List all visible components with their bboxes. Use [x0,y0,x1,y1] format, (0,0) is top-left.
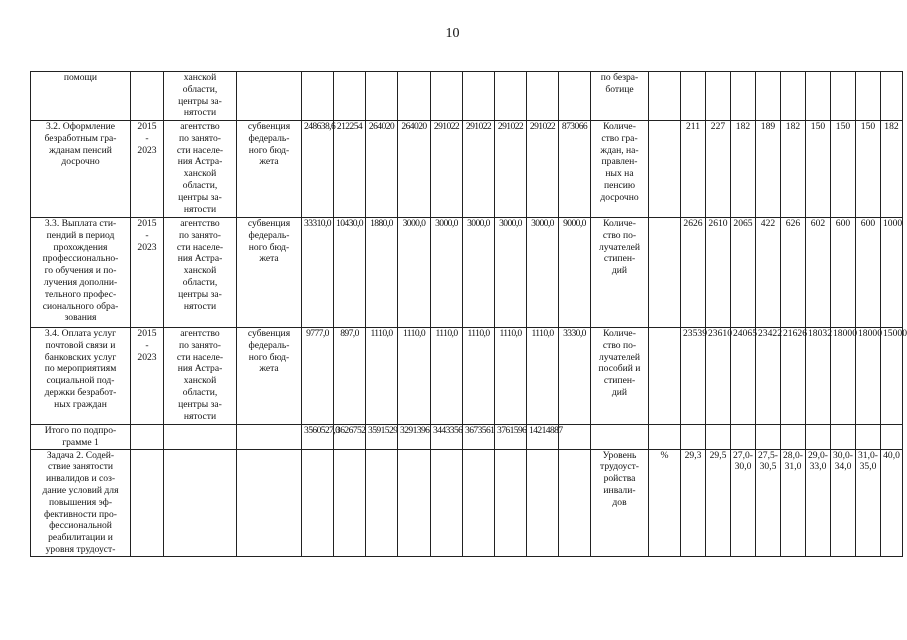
funding-value-cell: 3443356 [431,425,463,450]
target-value-cell [831,72,856,121]
table-row [31,449,903,556]
target-value-cell: 2065 [731,218,756,328]
indicator-cell [591,425,649,450]
funding-value-cell [527,72,559,121]
target-value-cell: 602 [806,218,831,328]
executor-cell: ханской области, центры за- нятости [164,72,237,121]
funding-value-cell: 3673561 [463,425,495,450]
funding-value-cell: 9777,0 [302,328,334,425]
funding-value-cell: 33310,0 [302,218,334,328]
measure-name-cell: Задача 2. Содей- ствие занятости инвалидов и соз- дание условий для повышения эф- фективности про- фессиональной реабилитации и уровня трудоуст- [31,449,131,556]
target-value-cell: 24065 [731,328,756,425]
target-value-cell [781,425,806,450]
funding-value-cell: 1110,0 [527,328,559,425]
funding-value-cell: 3000,0 [431,218,463,328]
funding-value-cell: 1110,0 [463,328,495,425]
target-value-cell: 189 [756,121,781,218]
funding-value-cell: 10430,0 [334,218,366,328]
funding-value-cell: 3000,0 [463,218,495,328]
target-value-cell: 23610 [706,328,731,425]
funding-value-cell [334,449,366,556]
funding-value-cell: 264020 [398,121,431,218]
funding-value-cell [398,72,431,121]
target-value-cell [731,72,756,121]
funding-value-cell: 3000,0 [495,218,527,328]
funding-source-cell [237,425,302,450]
target-value-cell: 2610 [706,218,731,328]
period-cell: 2015 - 2023 [131,328,164,425]
target-value-cell: 28,0- 31,0 [781,449,806,556]
target-value-cell: 211 [681,121,706,218]
target-value-cell: 600 [856,218,881,328]
target-value-cell: 182 [731,121,756,218]
target-value-cell: 27,5- 30,5 [756,449,781,556]
target-value-cell: 1000 [881,218,903,328]
table-row [31,218,903,328]
period-cell [131,72,164,121]
executor-cell [164,425,237,450]
indicator-cell: Количе- ство по- лучателей стипен- дий [591,218,649,328]
funding-value-cell: 14214887 [527,425,559,450]
target-value-cell: 600 [831,218,856,328]
funding-value-cell [463,449,495,556]
target-value-cell: 40,0 [881,449,903,556]
unit-cell [649,425,681,450]
funding-value-cell: 291022 [495,121,527,218]
funding-value-cell: 3591529 [366,425,398,450]
funding-value-cell: 1880,0 [366,218,398,328]
funding-value-cell: 248638,6 [302,121,334,218]
funding-value-cell [431,449,463,556]
measure-name-cell: 3.4. Оплата услуг почтовой связи и банковских услуг по мероприятиям социальной под- держки безработ- ных граждан [31,328,131,425]
target-value-cell: 15000 [881,328,903,425]
target-value-cell [731,425,756,450]
target-value-cell: 29,5 [706,449,731,556]
funding-value-cell [559,425,591,450]
funding-value-cell [527,449,559,556]
funding-value-cell: 3560527,0 [302,425,334,450]
target-value-cell: 227 [706,121,731,218]
target-value-cell [756,425,781,450]
measure-name-cell: Итого по подпро- грамме 1 [31,425,131,450]
unit-cell [649,328,681,425]
funding-value-cell: 897,0 [334,328,366,425]
target-value-cell: 182 [781,121,806,218]
funding-value-cell [302,72,334,121]
funding-source-cell: субвенция федераль- ного бюд- жета [237,218,302,328]
program-table [30,71,907,557]
funding-value-cell: 291022 [431,121,463,218]
measure-name-cell: помощи [31,72,131,121]
funding-value-cell: 873066 [559,121,591,218]
unit-cell [649,218,681,328]
funding-source-cell [237,72,302,121]
target-value-cell [706,72,731,121]
target-value-cell: 18000 [831,328,856,425]
target-value-cell: 31,0- 35,0 [856,449,881,556]
funding-value-cell [495,449,527,556]
funding-value-cell [334,72,366,121]
period-cell [131,449,164,556]
unit-cell: % [649,449,681,556]
page-number: 10 [445,26,460,41]
target-value-cell: 29,3 [681,449,706,556]
executor-cell: агентство по занято- сти населе- ния Астра- ханской области, центры за- нятости [164,218,237,328]
funding-value-cell: 3291396 [398,425,431,450]
unit-cell [649,72,681,121]
funding-value-cell: 1110,0 [366,328,398,425]
table-row [31,121,903,218]
funding-value-cell: 9000,0 [559,218,591,328]
funding-value-cell: 3000,0 [527,218,559,328]
target-value-cell: 422 [756,218,781,328]
target-value-cell [781,72,806,121]
target-value-cell [681,72,706,121]
funding-value-cell: 1110,0 [495,328,527,425]
target-value-cell [856,72,881,121]
funding-source-cell: субвенция федераль- ного бюд- жета [237,121,302,218]
funding-value-cell [495,72,527,121]
period-cell: 2015 - 2023 [131,218,164,328]
executor-cell: агентство по занято- сти населе- ния Астра- ханской области, центры за- нятости [164,328,237,425]
target-value-cell [806,72,831,121]
target-value-cell: 23422 [756,328,781,425]
funding-value-cell: 3330,0 [559,328,591,425]
period-cell: 2015 - 2023 [131,121,164,218]
funding-value-cell: 1110,0 [431,328,463,425]
target-value-cell [706,425,731,450]
funding-value-cell: 291022 [527,121,559,218]
target-value-cell [831,425,856,450]
target-value-cell [681,425,706,450]
target-value-cell: 150 [831,121,856,218]
funding-value-cell [431,72,463,121]
funding-value-cell [463,72,495,121]
measure-name-cell: 3.3. Выплата сти- пендий в период прохождения профессионально- го обучения и по- лучения дополни- тельного профес- сионального обра- зования [31,218,131,328]
table-row [31,425,903,450]
funding-source-cell: субвенция федераль- ного бюд- жета [237,328,302,425]
funding-value-cell: 3761596 [495,425,527,450]
target-value-cell: 21626 [781,328,806,425]
funding-value-cell [398,449,431,556]
measure-name-cell: 3.2. Оформление безработным гра- жданам пенсий досрочно [31,121,131,218]
funding-value-cell: 212254 [334,121,366,218]
target-value-cell: 150 [856,121,881,218]
funding-value-cell [302,449,334,556]
target-value-cell: 29,0- 33,0 [806,449,831,556]
funding-value-cell [366,449,398,556]
target-value-cell [881,72,903,121]
table-row [31,328,903,425]
executor-cell: агентство по занято- сти населе- ния Астра- ханской области, центры за- нятости [164,121,237,218]
funding-value-cell [559,72,591,121]
period-cell [131,425,164,450]
funding-value-cell: 1110,0 [398,328,431,425]
funding-value-cell: 291022 [463,121,495,218]
executor-cell [164,449,237,556]
funding-value-cell: 3000,0 [398,218,431,328]
indicator-cell: по безра- ботице [591,72,649,121]
funding-value-cell [366,72,398,121]
funding-source-cell [237,449,302,556]
target-value-cell: 30,0- 34,0 [831,449,856,556]
target-value-cell [856,425,881,450]
target-value-cell: 182 [881,121,903,218]
funding-value-cell: 264020 [366,121,398,218]
indicator-cell: Количе- ство по- лучателей пособий и стипен- дий [591,328,649,425]
indicator-cell: Количе- ство гра- ждан, на- правлен- ных на пенсию досрочно [591,121,649,218]
target-value-cell: 23539 [681,328,706,425]
unit-cell [649,121,681,218]
target-value-cell: 2626 [681,218,706,328]
indicator-cell: Уровень трудоуст- ройства инвали- дов [591,449,649,556]
target-value-cell: 18000 [856,328,881,425]
target-value-cell: 626 [781,218,806,328]
target-value-cell: 27,0- 30,0 [731,449,756,556]
target-value-cell [881,425,903,450]
funding-value-cell: 3626752 [334,425,366,450]
target-value-cell [806,425,831,450]
table-row [31,72,903,121]
target-value-cell [756,72,781,121]
funding-value-cell [559,449,591,556]
target-value-cell: 150 [806,121,831,218]
target-value-cell: 18032 [806,328,831,425]
